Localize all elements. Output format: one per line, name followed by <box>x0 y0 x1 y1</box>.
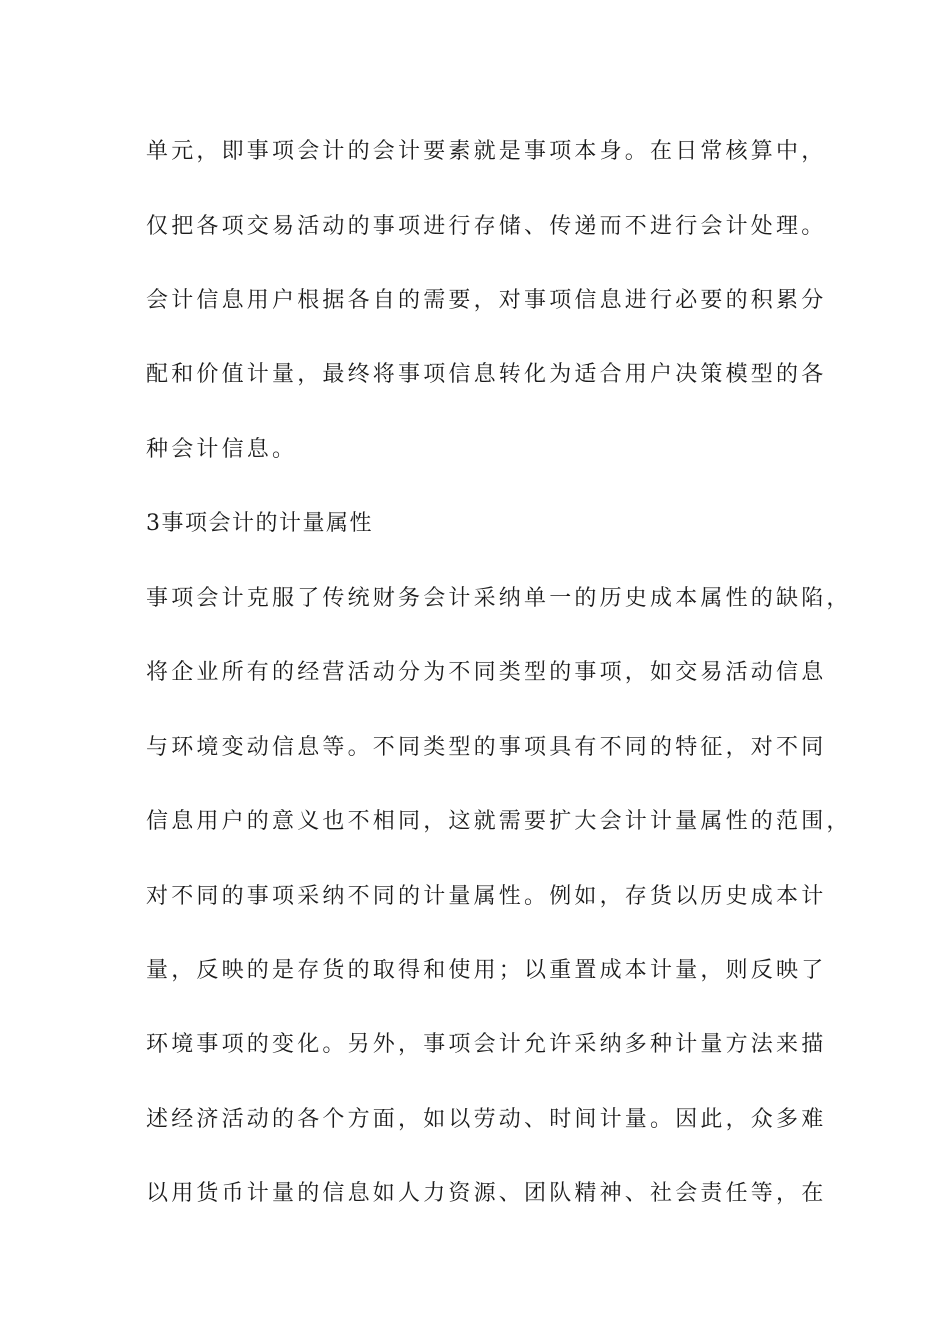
paragraph-line-3: 会计信息用户根据各自的需要，对事项信息进行必要的积累分 <box>146 288 827 313</box>
paragraph-line-12: 环境事项的变化。另外，事项会计允许采纳多种计量方法来描 <box>146 1032 827 1057</box>
paragraph-line-7: 将企业所有的经营活动分为不同类型的事项，如交易活动信息 <box>146 660 827 685</box>
paragraph-line-9: 信息用户的意义也不相同，这就需要扩大会计计量属性的范围， <box>146 809 852 834</box>
paragraph-line-11: 量，反映的是存货的取得和使用；以重置成本计量，则反映了 <box>146 958 827 983</box>
paragraph-line-14: 以用货币计量的信息如人力资源、团队精神、社会责任等，在 <box>146 1181 827 1206</box>
paragraph-line-4: 配和价值计量，最终将事项信息转化为适合用户决策模型的各 <box>146 362 827 387</box>
paragraph-line-6: 事项会计克服了传统财务会计采纳单一的历史成本属性的缺陷， <box>146 586 852 611</box>
paragraph-line-13: 述经济活动的各个方面，如以劳动、时间计量。因此，众多难 <box>146 1107 827 1132</box>
section-heading: 3事项会计的计量属性 <box>146 511 373 536</box>
paragraph-line-10: 对不同的事项采纳不同的计量属性。例如，存货以历史成本计 <box>146 884 827 909</box>
paragraph-line-1: 单元，即事项会计的会计要素就是事项本身。在日常核算中， <box>146 139 827 164</box>
paragraph-line-8: 与环境变动信息等。不同类型的事项具有不同的特征，对不同 <box>146 735 827 760</box>
paragraph-line-2: 仅把各项交易活动的事项进行存储、传递而不进行会计处理。 <box>146 214 827 239</box>
paragraph-line-5: 种会计信息。 <box>146 437 298 462</box>
